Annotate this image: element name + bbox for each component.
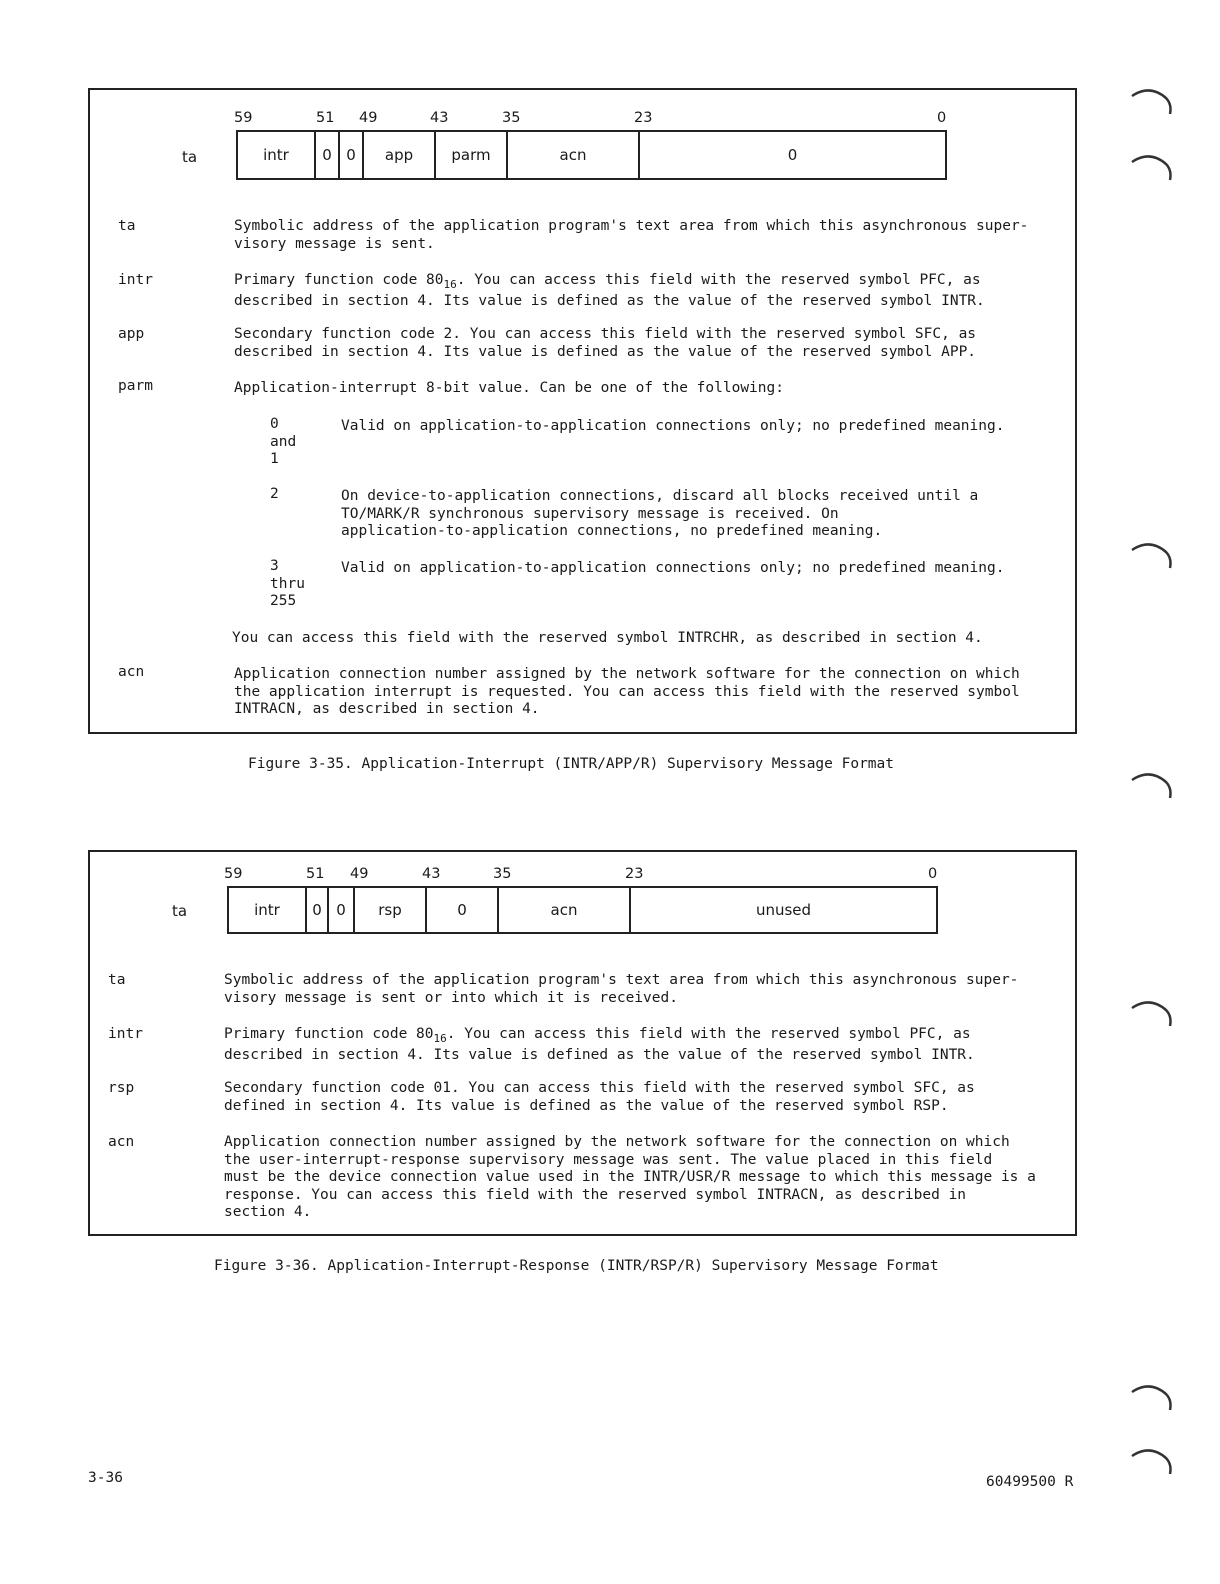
field-intr: intr [254, 901, 280, 919]
field-app: app [362, 132, 434, 178]
def-text-intr-b: . You can access this field with the reserved symbol PFC, as described in section 4. Its value is defined as the value of the reserved symbol INTR. [234, 272, 985, 310]
parm-value: 3 thru 255 [270, 558, 305, 609]
message-format-word [227, 886, 938, 934]
def-text-parm: Application-interrupt 8-bit value. Can be one of the following: [234, 380, 784, 396]
def-text-rsp: Secondary function code 01. You can access this field with the reserved symbol SFC, as defined in section 4. Its value is defined as the value of the reserved symbol RSP. [224, 1080, 975, 1114]
def-text-intr [234, 272, 985, 311]
page-number: 3-36 [88, 1470, 123, 1486]
bit-label: 49 [359, 110, 378, 126]
def-text-app: Secondary function code 2. You can access this field with the reserved symbol SFC, as described in section 4. Its value is defined as the value of the reserved symbol APP. [234, 326, 977, 360]
hex-subscript: 16 [433, 1031, 447, 1045]
binder-hole-mark-icon [1130, 770, 1174, 800]
figure-3-35-box [88, 88, 1077, 734]
field-zero: 0 [425, 888, 497, 932]
def-term-acn: acn [118, 664, 145, 680]
parm-access-note: You can access this field with the reserved symbol INTRCHR, as described in section 4. [232, 630, 983, 646]
parm-meaning: Valid on application-to-application connections only; no predefined meaning. [341, 418, 1005, 434]
bit-label: 35 [502, 110, 521, 126]
hex-subscript: 16 [443, 277, 457, 291]
binder-hole-mark-icon [1130, 1446, 1174, 1476]
bit-label: 43 [430, 110, 449, 126]
figure-3-35-caption: Figure 3-35. Application-Interrupt (INTR/APP/R) Supervisory Message Format [248, 756, 895, 772]
field-intr: intr [263, 146, 289, 164]
binder-hole-mark-icon [1130, 1382, 1174, 1412]
def-text-ta: Symbolic address of the application program's text area from which this asynchronous super- visory message is sent. [234, 218, 1029, 252]
def-term-intr: intr [118, 272, 153, 288]
document-number: 60499500 R [986, 1474, 1074, 1490]
def-term-parm: parm [118, 378, 153, 394]
def-text-intr-a: Primary function code 80 [234, 272, 444, 288]
def-term-app: app [118, 326, 145, 342]
bit-label: 35 [493, 866, 512, 882]
bit-label: 51 [316, 110, 335, 126]
def-term-ta: ta [118, 218, 136, 234]
bit-label: 23 [634, 110, 653, 126]
def-text-ta: Symbolic address of the application program's text area from which this asynchronous super- visory message is sent or into which it is received. [224, 972, 1019, 1006]
def-text-intr-b: . You can access this field with the reserved symbol PFC, as described in section 4. Its value is defined as the value of the reserved symbol INTR. [224, 1026, 975, 1064]
def-term-acn: acn [108, 1134, 135, 1150]
field-zero-bit: 0 [305, 888, 327, 932]
parm-meaning: On device-to-application connections, discard all blocks received until a TO/MARK/R synchronous supervisory message is received. On application-to-application connections, no predefined meaning. [341, 488, 979, 539]
field-acn: acn [497, 888, 629, 932]
figure-3-36-box [88, 850, 1077, 1236]
def-term-rsp: rsp [108, 1080, 135, 1096]
def-text-intr-a: Primary function code 80 [224, 1026, 434, 1042]
message-format-word [236, 130, 947, 180]
bit-label: 23 [625, 866, 644, 882]
parm-meaning: Valid on application-to-application connections only; no predefined meaning. [341, 560, 1005, 576]
def-term-intr: intr [108, 1026, 143, 1042]
def-text-intr [224, 1026, 975, 1065]
def-term-ta: ta [108, 972, 126, 988]
binder-hole-mark-icon [1130, 86, 1174, 116]
bit-label: 0 [937, 110, 947, 126]
parm-value: 0 and 1 [270, 416, 297, 467]
word-row-label: ta [172, 902, 188, 920]
binder-hole-mark-icon [1130, 540, 1174, 570]
binder-hole-mark-icon [1130, 998, 1174, 1028]
field-zero-bit: 0 [338, 132, 362, 178]
field-zero: 0 [638, 132, 945, 178]
figure-3-36-caption: Figure 3-36. Application-Interrupt-Response (INTR/RSP/R) Supervisory Message Format [214, 1258, 939, 1274]
parm-value: 2 [270, 486, 279, 502]
def-text-acn: Application connection number assigned by the network software for the connection on which the user-interrupt-response supervisory message was sent. The value placed in this field must be the device connection value used in the INTR/USR/R message to which this message is a response. You can access this field with the reserved symbol INTRACN, as described in section 4. [224, 1134, 1036, 1220]
field-zero-bit: 0 [327, 888, 353, 932]
binder-hole-mark-icon [1130, 152, 1174, 182]
field-unused: unused [629, 888, 936, 932]
bit-label: 43 [422, 866, 441, 882]
bit-label: 49 [350, 866, 369, 882]
field-parm: parm [434, 132, 506, 178]
field-acn: acn [506, 132, 638, 178]
bit-label: 51 [306, 866, 325, 882]
bit-label: 59 [224, 866, 243, 882]
field-zero-bit: 0 [314, 132, 338, 178]
bit-label: 0 [928, 866, 938, 882]
def-text-acn: Application connection number assigned by the network software for the connection on which the application interrupt is requested. You can access this field with the reserved symbol INTRACN, as described in section 4. [234, 666, 1020, 717]
field-rsp: rsp [353, 888, 425, 932]
word-row-label: ta [182, 148, 198, 166]
bit-label: 59 [234, 110, 253, 126]
